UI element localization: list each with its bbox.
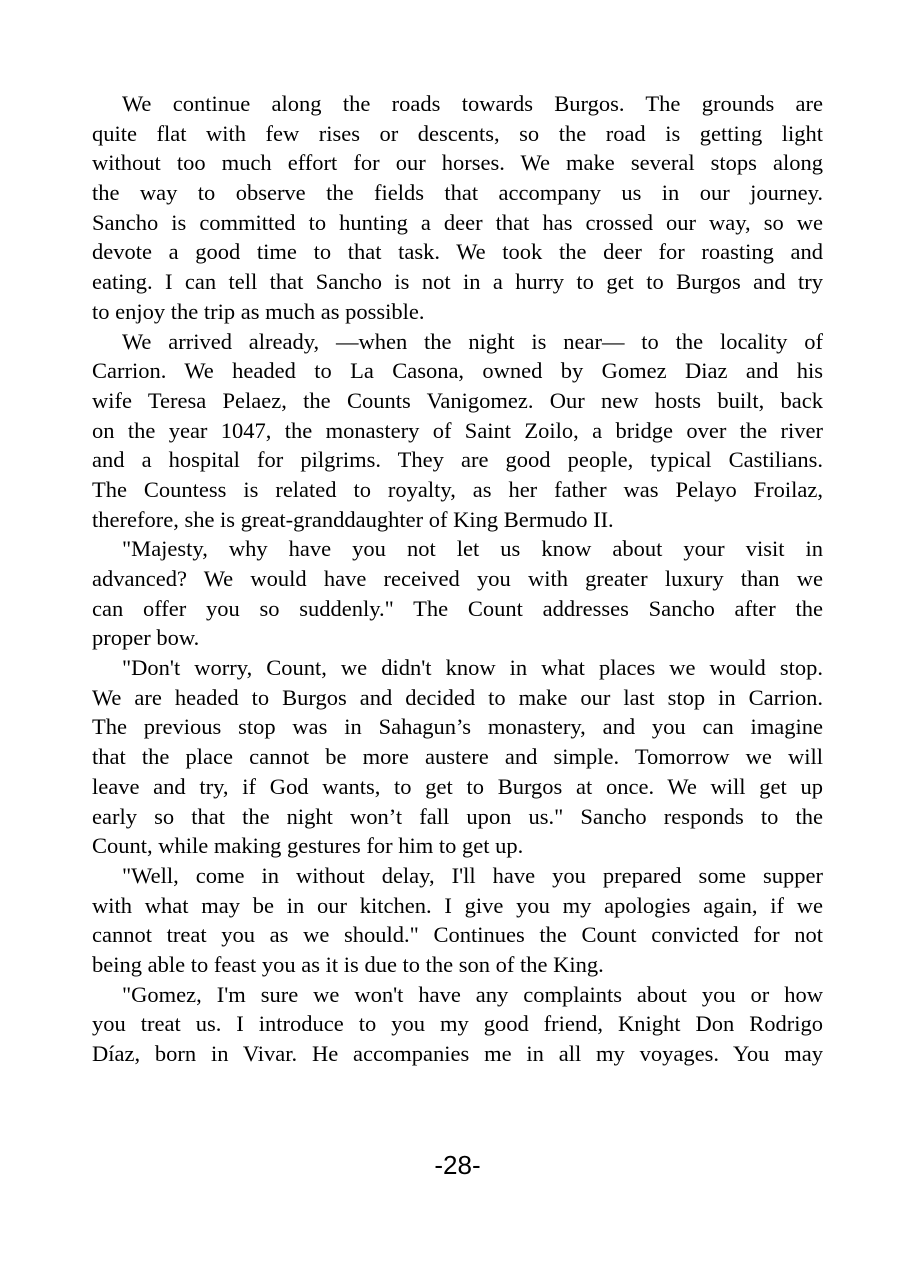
paragraph (92, 653, 823, 861)
text-line: devote a good time to that task. We took the deer for roasting and (92, 239, 823, 265)
text-line: with what may be in our kitchen. I give you my apologies again, if we (92, 892, 823, 918)
paragraph (92, 327, 823, 535)
text-line: "Well, come in without delay, I'll have you prepared some supper (122, 862, 823, 888)
text-line: can offer you so suddenly." The Count addresses Sancho after the (92, 595, 823, 621)
text-line: "Majesty, why have you not let us know about your visit in (122, 536, 823, 562)
text-line: on the year 1047, the monastery of Saint Zoilo, a bridge over the river (92, 417, 823, 443)
paragraph (92, 980, 823, 1069)
text-line: early so that the night won’t fall upon us." Sancho responds to the (92, 803, 823, 829)
text-line: and a hospital for pilgrims. They are good people, typical Castilians. (92, 447, 823, 473)
text-line: Díaz, born in Vivar. He accompanies me in all my voyages. You may (92, 1041, 823, 1066)
text-line: advanced? We would have received you with greater luxury than we (92, 566, 823, 591)
text-line: Carrion. We headed to La Casona, owned by Gomez Diaz and his (92, 358, 823, 384)
text-block (92, 89, 823, 1069)
text-line: "Don't worry, Count, we didn't know in what places we would stop. (122, 655, 823, 681)
text-line: cannot treat you as we should." Continues the Count convicted for not (92, 922, 823, 948)
text-line: therefore, she is great-granddaughter of King Bermudo II. (92, 506, 614, 532)
paragraph (92, 534, 823, 653)
text-line: to enjoy the trip as much as possible. (92, 298, 425, 324)
text-line: "Gomez, I'm sure we won't have any complaints about you or how (122, 981, 823, 1007)
text-line: eating. I can tell that Sancho is not in a hurry to get to Burgos and try (92, 269, 823, 295)
text-line: wife Teresa Pelaez, the Counts Vanigomez. Our new hosts built, back (92, 387, 823, 413)
page-number: -28- (434, 1150, 481, 1180)
text-line: the way to observe the fields that accompany us in our journey. (92, 180, 823, 206)
text-line: Count, while making gestures for him to get up. (92, 833, 524, 859)
text-line: The previous stop was in Sahagun’s monastery, and you can imagine (92, 714, 823, 740)
text-line: you treat us. I introduce to you my good friend, Knight Don Rodrigo (92, 1011, 823, 1037)
text-line: We arrived already, —when the night is near— to the locality of (122, 328, 823, 354)
text-line: We are headed to Burgos and decided to make our last stop in Carrion. (92, 684, 823, 710)
paragraph (92, 861, 823, 980)
text-line: leave and try, if God wants, to get to Burgos at once. We will get up (92, 773, 823, 799)
text-line: that the place cannot be more austere and simple. Tomorrow we will (92, 744, 823, 770)
text-line: Sancho is committed to hunting a deer that has crossed our way, so we (92, 209, 823, 235)
text-line: quite flat with few rises or descents, so the road is getting light (92, 120, 823, 146)
text-line: being able to feast you as it is due to the son of the King. (92, 951, 604, 977)
text-line: without too much effort for our horses. We make several stops along (92, 150, 823, 176)
paragraph (92, 89, 823, 327)
text-line: We continue along the roads towards Burgos. The grounds are (122, 91, 823, 116)
text-line: proper bow. (92, 625, 200, 651)
text-line: The Countess is related to royalty, as her father was Pelayo Froilaz, (92, 476, 823, 502)
